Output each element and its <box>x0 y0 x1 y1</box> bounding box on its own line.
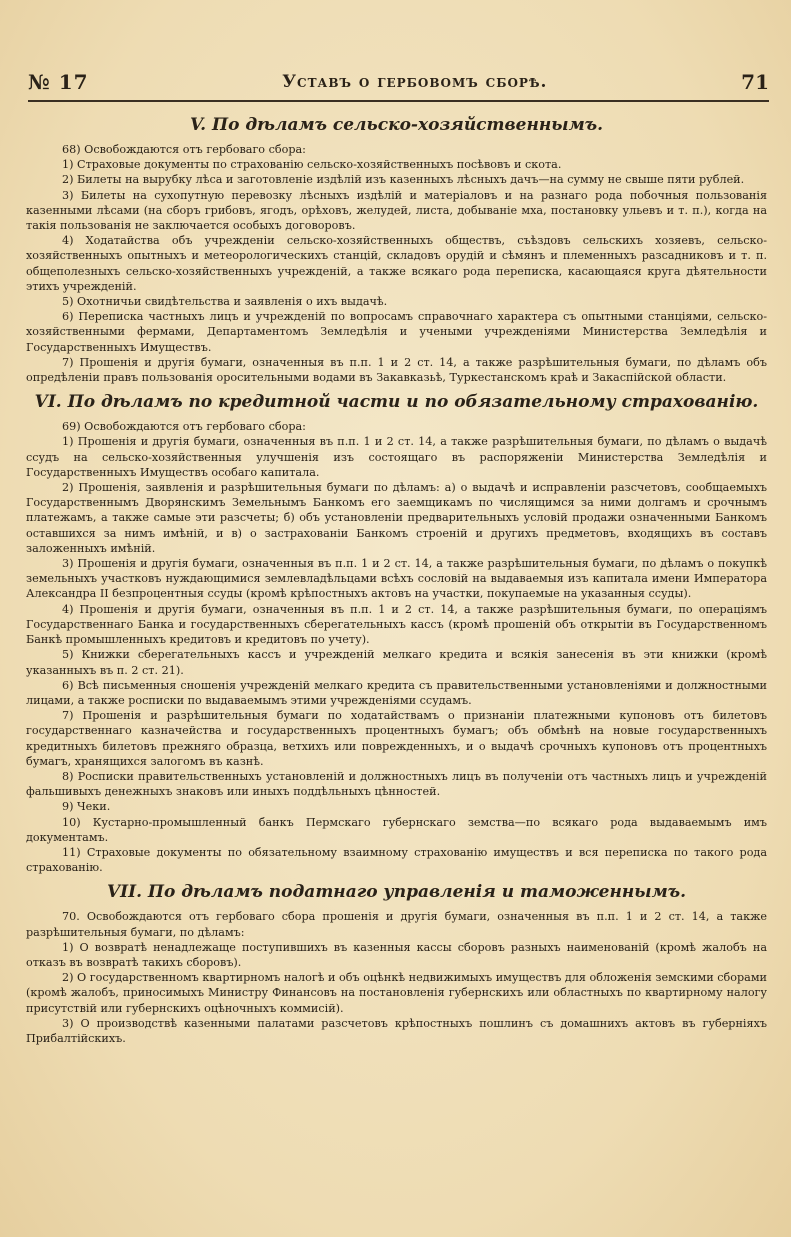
paragraph: 7) Прошенія и разрѣшительныя бумаги по ходатайствамъ о признаніи платежными купоновъ отъ билетовъ государственнаго казначейства и государственныхъ процентныхъ бумагъ; объ обмѣнѣ на новые государственныхъ кредитныхъ билетовъ прежняго образца, ветхихъ или поврежденныхъ, и о выдачѣ срочныхъ купоновъ отъ процентныхъ бумагъ, хранящихся залогомъ въ казнѣ. <box>26 709 767 768</box>
paragraph: 1) Прошенія и другія бумаги, означенныя въ п.п. 1 и 2 ст. 14, а также разрѣшительныя бумаги, по дѣламъ о выдачѣ ссудъ на сельско-хозяйственныя улучшенія изъ состоящаго въ распоряженіи Министерства Земледѣлія и Государственныхъ Имуществъ особаго капитала. <box>26 435 767 479</box>
section-title-vii: VII. По дѣламъ податнаго управленія и таможеннымъ. <box>106 882 687 903</box>
paragraph: 2) Билеты на вырубку лѣса и заготовленіе издѣлій изъ казенныхъ лѣсныхъ дачъ—на сумму не свыше пяти рублей. <box>62 173 745 187</box>
section-title-vi: VI. По дѣламъ по кредитной части и по обязательному страхованію. <box>34 392 759 413</box>
paragraph: 2) Прошенія, заявленія и разрѣшительныя бумаги по дѣламъ: а) о выдачѣ и исправленіи разсчетовъ, сообщаемыхъ Государственнымъ Дворянскимъ Земельнымъ Банкомъ его заемщикамъ по числящимся за ними долгамъ и срочнымъ платежамъ, а также самые эти разсчеты; б) объ установленіи предварительныхъ условій продажи означенными Банкомъ оставшихся за нимъ имѣній, и в) о застрахованіи Банкомъ строеній и другихъ предметовъ, входящихъ въ составъ заложенныхъ имѣній. <box>26 481 767 555</box>
running-title: Уставъ о гербовомъ сборѣ. <box>282 72 548 92</box>
paragraph: 5) Книжки сберегательныхъ кассъ и учрежденій мелкаго кредита и всякія занесенія въ эти книжки (кромѣ указанныхъ въ п. 2 ст. 21). <box>26 648 767 677</box>
paragraph: 3) Билеты на сухопутную перевозку лѣсныхъ издѣлій и матеріаловъ и на разнаго рода побочныя пользованія казенными лѣсами (на сборъ грибовъ, ягодъ, орѣховъ, желудей, листа, добываніе мха, постановку ульевъ и т. п.), когда на такія пользованія не заключается особыхъ договоровъ. <box>26 188 767 233</box>
paragraph: 69) Освобождаются отъ гербоваго сбора: <box>62 420 306 434</box>
paragraph: 1) Страховые документы по страхованію сельско-хозяйственныхъ посѣвовъ и скота. <box>62 158 562 172</box>
page-body <box>26 108 767 1046</box>
paragraph: 3) О производствѣ казенными палатами разсчетовъ крѣпостныхъ пошлинъ съ домашнихъ актовъ въ губерніяхъ Прибалтійскихъ. <box>26 1016 767 1045</box>
paragraph: 5) Охотничьи свидѣтельства и заявленія о ихъ выдачѣ. <box>62 295 388 309</box>
paragraph: 68) Освобождаются отъ гербоваго сбора: <box>62 143 306 156</box>
paragraph: 70. Освобождаются отъ гербоваго сбора прошенія и другія бумаги, означенныя въ п.п. 1 и 2 ст. 14, а также разрѣшительныя бумаги, по дѣламъ: <box>26 910 767 939</box>
paragraph: 7) Прошенія и другія бумаги, означенныя въ п.п. 1 и 2 ст. 14, а также разрѣшительныя бумаги, по дѣламъ объ опредѣленіи правъ пользованія оросительными водами въ Закавказьѣ, Туркестанскомъ краѣ и Закаспійской области. <box>26 355 767 385</box>
paragraph: 9) Чеки. <box>62 800 111 814</box>
paragraph: 4) Прошенія и другія бумаги, означенныя въ п.п. 1 и 2 ст. 14, а также разрѣшительныя бумаги, по операціямъ Государственнаго Банка и государственныхъ сберегательныхъ кассъ (кромѣ прошеній объ открытіи въ Государственномъ Банкѣ промышленныхъ кредитовъ и кредитовъ по учету). <box>26 602 767 647</box>
paragraph: 8) Росписки правительственныхъ установленій и должностныхъ лицъ въ полученіи отъ частныхъ лицъ и учрежденій фальшивыхъ денежныхъ знаковъ или иныхъ поддѣльныхъ цѣнностей. <box>26 769 767 799</box>
paragraph: 11) Страховые документы по обязательному взаимному страхованію имуществъ и вся переписка по такого рода страхованію. <box>26 845 767 875</box>
paragraph: 2) О государственномъ квартирномъ налогѣ и объ оцѣнкѣ недвижимыхъ имуществъ для обложенія земскими сборами (кромѣ жалобъ, приносимыхъ Министру Финансовъ на постановленія губернскихъ или областныхъ по квартирному налогу присутствій или губернскихъ оцѣночныхъ коммисій). <box>26 971 767 1015</box>
page-number: 71 <box>741 70 769 94</box>
paragraph: 6) Всѣ письменныя сношенія учрежденій мелкаго кредита съ правительственными установленіями и должностными лицами, а также росписки по выдаваемымъ этими учрежденіями ссудамъ. <box>26 678 767 707</box>
article-number: № 17 <box>28 70 89 94</box>
paragraph: 4) Ходатайства объ учрежденіи сельско-хозяйственныхъ обществъ, съѣздовъ сельскихъ хозяевъ, сельско-хозяйственныхъ опытныхъ и метеорологическихъ станцій, складовъ орудій и сѣмянъ и племенныхъ разсадниковъ и т. п. общеполезныхъ сельско-хозяйственныхъ учрежденій, а также всякаго рода переписка, касающаяся круга дѣятельности этихъ учрежденій. <box>26 234 767 293</box>
paragraph: 6) Переписка частныхъ лицъ и учрежденій по вопросамъ справочнаго характера съ опытными станціями, сельско-хозяйственными фермами, Департаментомъ Земледѣлія и учеными учрежденіями Министерства Земледѣлія и Государственныхъ Имуществъ. <box>26 310 767 354</box>
paragraph: 1) О возвратѣ ненадлежаще поступившихъ въ казенныя кассы сборовъ разныхъ наименованій (кромѣ жалобъ на отказъ въ возвратѣ такихъ сборовъ). <box>26 940 767 969</box>
section-title-v: V. По дѣламъ сельско-хозяйственнымъ. <box>189 115 604 135</box>
paragraph: 3) Прошенія и другія бумаги, означенныя въ п.п. 1 и 2 ст. 14, а также разрѣшительныя бумаги, по дѣламъ о покупкѣ земельныхъ участковъ нуждающимися землевладѣльцами всѣхъ сословій на выдаваемыя изъ капитала имени Императора Александра II безпроцентныя ссуды (кромѣ крѣпостныхъ актовъ на участки, покупаемые на указанныя ссуды). <box>26 557 767 601</box>
page-header <box>28 64 769 102</box>
paragraph: 10) Кустарно-промышленный банкъ Пермскаго губернскаго земства—по всякаго рода выдаваемымъ имъ документамъ. <box>26 815 767 844</box>
